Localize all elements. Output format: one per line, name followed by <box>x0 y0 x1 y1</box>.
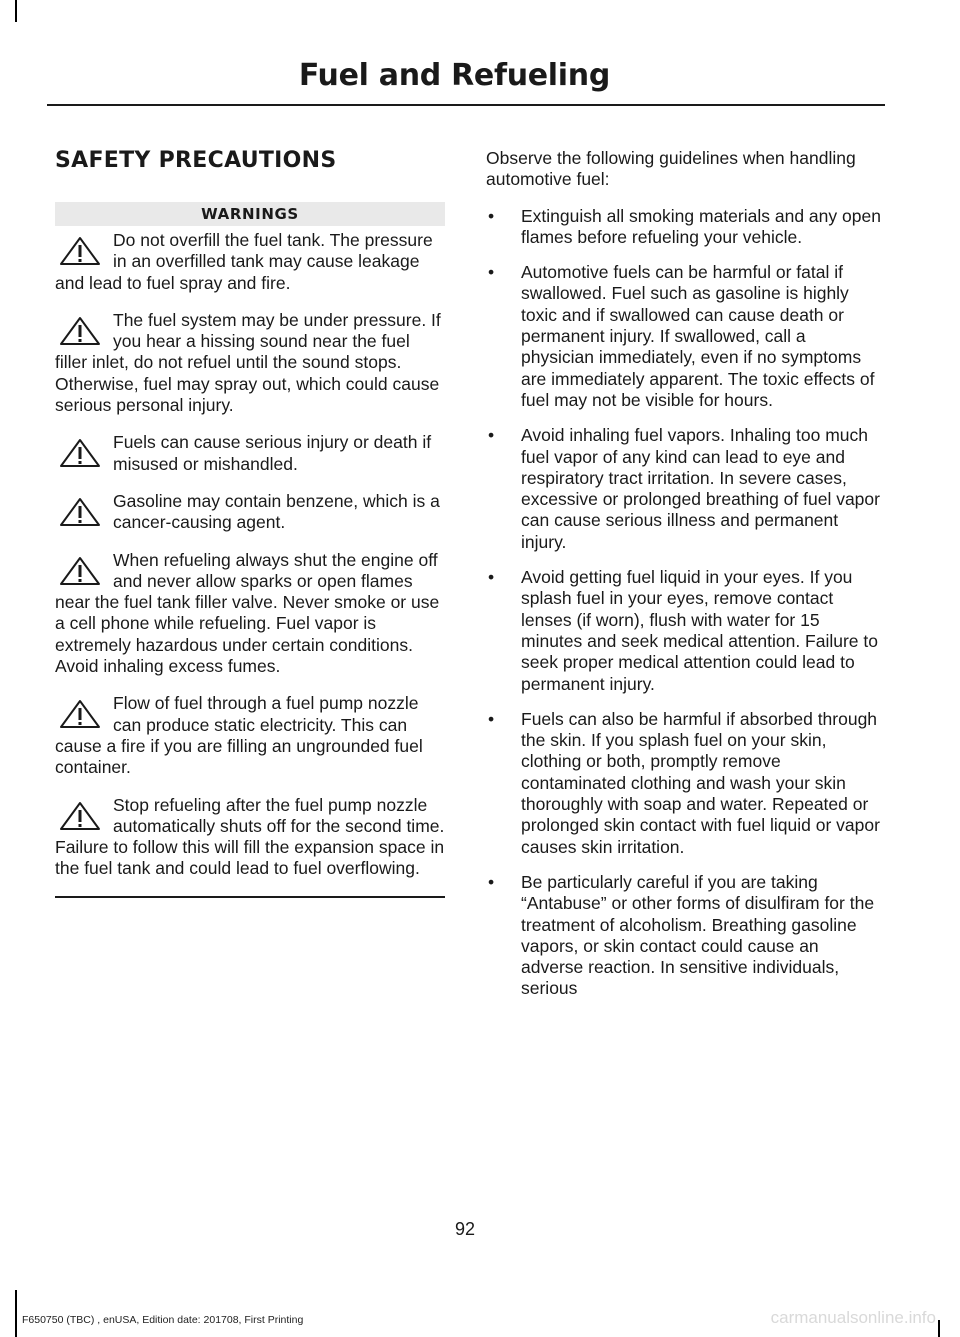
safety-precautions-column <box>55 148 445 898</box>
guideline-item <box>486 262 881 411</box>
guidelines-intro: Observe the following guidelines when handling automotive fuel: <box>486 148 856 190</box>
bullet-marker: • <box>488 567 495 588</box>
header-divider <box>47 104 885 106</box>
warning-item <box>55 693 445 778</box>
warning-text: Gasoline may contain benzene, which is a cancer-causing agent. <box>113 490 440 533</box>
warning-item <box>55 432 445 475</box>
section-title: SAFETY PRECAUTIONS <box>55 148 337 173</box>
warning-item <box>55 550 445 678</box>
guidelines-list <box>486 206 881 1000</box>
warning-triangle-icon <box>59 497 101 527</box>
guideline-text: Be particularly careful if you are taking “Antabuse” or other forms of disulfiram for the treatment of alcoholism. Breathing gasoline vapors, or skin contact could cause an adverse reaction. In sensitive individuals, serious <box>521 871 875 999</box>
guideline-text: Avoid getting fuel liquid in your eyes. If you splash fuel in your eyes, remove contact lenses (if worn), flush with water for 15 minutes and seek medical attention. Failure to seek proper medical attention could lead to permanent injury. <box>521 567 878 694</box>
guideline-text: Fuels can also be harmful if absorbed through the skin. If you splash fuel on your skin, clothing or both, promptly remove contaminated clothing and wash your skin thoroughly with soap and water. Repeated or prolonged skin contact with fuel liquid or vapor causes skin irritation. <box>521 708 880 857</box>
guideline-text: Extinguish all smoking materials and any open flames before refueling your vehicle. <box>521 205 881 247</box>
warning-triangle-icon <box>59 556 101 586</box>
warning-text: The fuel system may be under pressure. If you hear a hissing sound near the fuel filler inlet, do not refuel until the sound stops. Otherwise, fuel may spray out, which could cause serious personal injury. <box>55 309 441 416</box>
warning-text: Stop refueling after the fuel pump nozzle automatically shuts off for the second time. Failure to follow this will fill the expansion space in the fuel tank and could lead to fuel overflowing. <box>55 794 445 879</box>
guideline-item <box>486 425 881 553</box>
watermark: carmanualsonline.info <box>770 1308 936 1327</box>
bullet-marker: • <box>488 205 495 226</box>
crop-mark <box>938 1320 940 1337</box>
warning-item <box>55 310 445 416</box>
guideline-item <box>486 709 881 858</box>
warning-text: Fuels can cause serious injury or death if misused or mishandled. <box>113 432 432 474</box>
bullet-marker: • <box>488 708 495 729</box>
warning-triangle-icon <box>59 316 101 346</box>
warning-triangle-icon <box>59 236 101 266</box>
bullet-marker: • <box>488 262 495 283</box>
warning-triangle-icon <box>59 699 101 729</box>
guideline-text: Avoid inhaling fuel vapors. Inhaling too much fuel vapor of any kind can lead to eye and respiratory tract irritation. In severe cases, excessive or prolonged breathing of fuel vapor can cause serious illness and permanent injury. <box>521 425 880 552</box>
crop-mark <box>15 0 17 22</box>
warning-triangle-icon <box>59 438 101 468</box>
footer-edition-info: F650750 (TBC) , enUSA, Edition date: 201708, First Printing <box>22 1314 304 1326</box>
warnings-list <box>55 230 445 880</box>
guideline-text: Automotive fuels can be harmful or fatal if swallowed. Fuel such as gasoline is highly toxic and if swallowed can cause death or permanent injury. If swallowed, call a physician immediately, even if no symptoms are immediately apparent. The toxic effects of fuel may not be visible for hours. <box>521 262 875 410</box>
bullet-marker: • <box>488 425 495 446</box>
guidelines-column <box>486 148 881 1014</box>
warning-text: When refueling always shut the engine off and never allow sparks or open flames near the fuel tank filler valve. Never smoke or use a cell phone while refueling. Fuel vapor is extremely hazardous under certain conditions. Avoid inhaling excess fumes. <box>55 549 440 677</box>
guideline-item <box>486 206 881 249</box>
chapter-title: Fuel and Refueling <box>298 58 610 93</box>
warning-item <box>55 795 445 880</box>
warning-triangle-icon <box>59 801 101 831</box>
page-number: 92 <box>454 1219 476 1239</box>
bullet-marker: • <box>488 871 495 892</box>
warning-item <box>55 230 445 294</box>
warning-text: Do not overfill the fuel tank. The pressure in an overfilled tank may cause leakage and lead to fuel spray and fire. <box>55 230 433 293</box>
guideline-item <box>486 567 881 695</box>
warning-item <box>55 491 445 534</box>
crop-mark <box>15 1290 17 1337</box>
warnings-header: WARNINGS <box>55 202 445 226</box>
warning-text: Flow of fuel through a fuel pump nozzle can produce static electricity. This can cause a fire if you are filling an ungrounded fuel container. <box>55 693 423 778</box>
warnings-divider <box>55 896 445 898</box>
guideline-item <box>486 872 881 1000</box>
